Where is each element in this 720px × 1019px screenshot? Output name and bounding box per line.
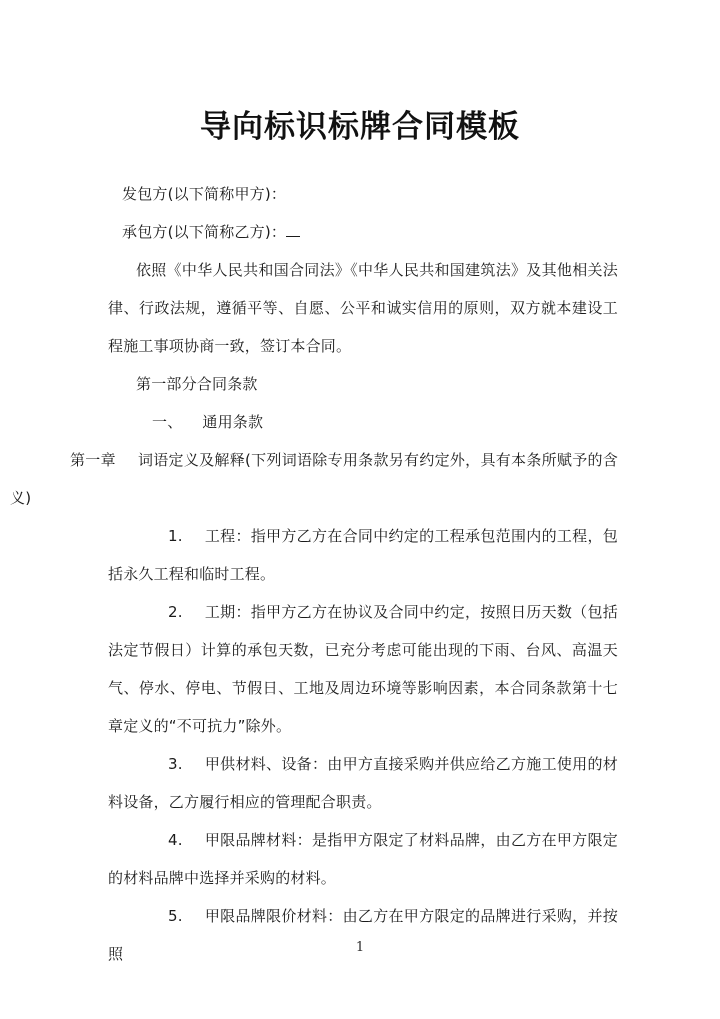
definition-number: 3. [168, 754, 183, 773]
definition-item [108, 745, 618, 821]
part-heading-block [0, 365, 720, 403]
section-title: 通用条款 [202, 412, 264, 431]
definition-item [108, 593, 618, 745]
page-title: 导向标识标牌合同模板 [200, 109, 520, 145]
definition-number: 2. [168, 602, 183, 621]
chapter-heading-block [0, 441, 720, 517]
chapter-number: 第一章 [70, 450, 116, 469]
party-b-line [108, 213, 618, 251]
definition-number: 4. [168, 830, 183, 849]
party-a-line [108, 175, 618, 213]
parties-block [0, 175, 720, 251]
section-number: 一、 [152, 412, 183, 431]
section-heading-block [0, 403, 720, 441]
definition-text: 工程：指甲方乙方在合同中约定的工程承包范围内的工程，包括永久工程和临时工程。 [108, 526, 618, 583]
definition-item [108, 517, 618, 593]
chapter-heading [10, 441, 618, 517]
definitions-list [0, 517, 720, 973]
preamble-paragraph: 依照《中华人民共和国合同法》《中华人民共和国建筑法》及其他相关法律、行政法规，遵循平等、自愿、公平和诚实信用的原则，双方就本建设工程施工事项协商一致，签订本合同。 [108, 260, 618, 355]
page-number: 1 [355, 940, 365, 955]
party-b-label: 承包方(以下简称乙方)： [122, 222, 287, 241]
definition-number: 5. [168, 906, 183, 925]
definition-text: 甲限品牌材料：是指甲方限定了材料品牌，由乙方在甲方限定的材料品牌中选择并采购的材料。 [108, 830, 618, 887]
definition-text: 工期：指甲方乙方在协议及合同中约定，按照日历天数（包括法定节假日）计算的承包天数，已充分考虑可能出现的下雨、台风、高温天气、停水、停电、节假日、工地及周边环境等影响因素，本合同条款第十七章定义的“不可抗力”除外。 [108, 602, 618, 735]
definition-item [108, 821, 618, 897]
preamble-block [0, 251, 720, 365]
definition-text: 甲限品牌限价材料：由乙方在甲方限定的品牌进行采购，并按照 [108, 906, 618, 963]
party-b-input-field[interactable] [286, 225, 300, 237]
section-heading [108, 403, 618, 441]
chapter-title: 词语定义及解释(下列词语除专用条款另有约定外，具有本条所赋予的含义) [10, 450, 618, 507]
definition-number: 1. [168, 526, 183, 545]
party-a-label: 发包方(以下简称甲方)： [122, 184, 287, 203]
definition-text: 甲供材料、设备：由甲方直接采购并供应给乙方施工使用的材料设备，乙方履行相应的管理配合职责。 [108, 754, 618, 811]
definition-item [108, 897, 618, 973]
part-heading: 第一部分合同条款 [136, 374, 258, 393]
